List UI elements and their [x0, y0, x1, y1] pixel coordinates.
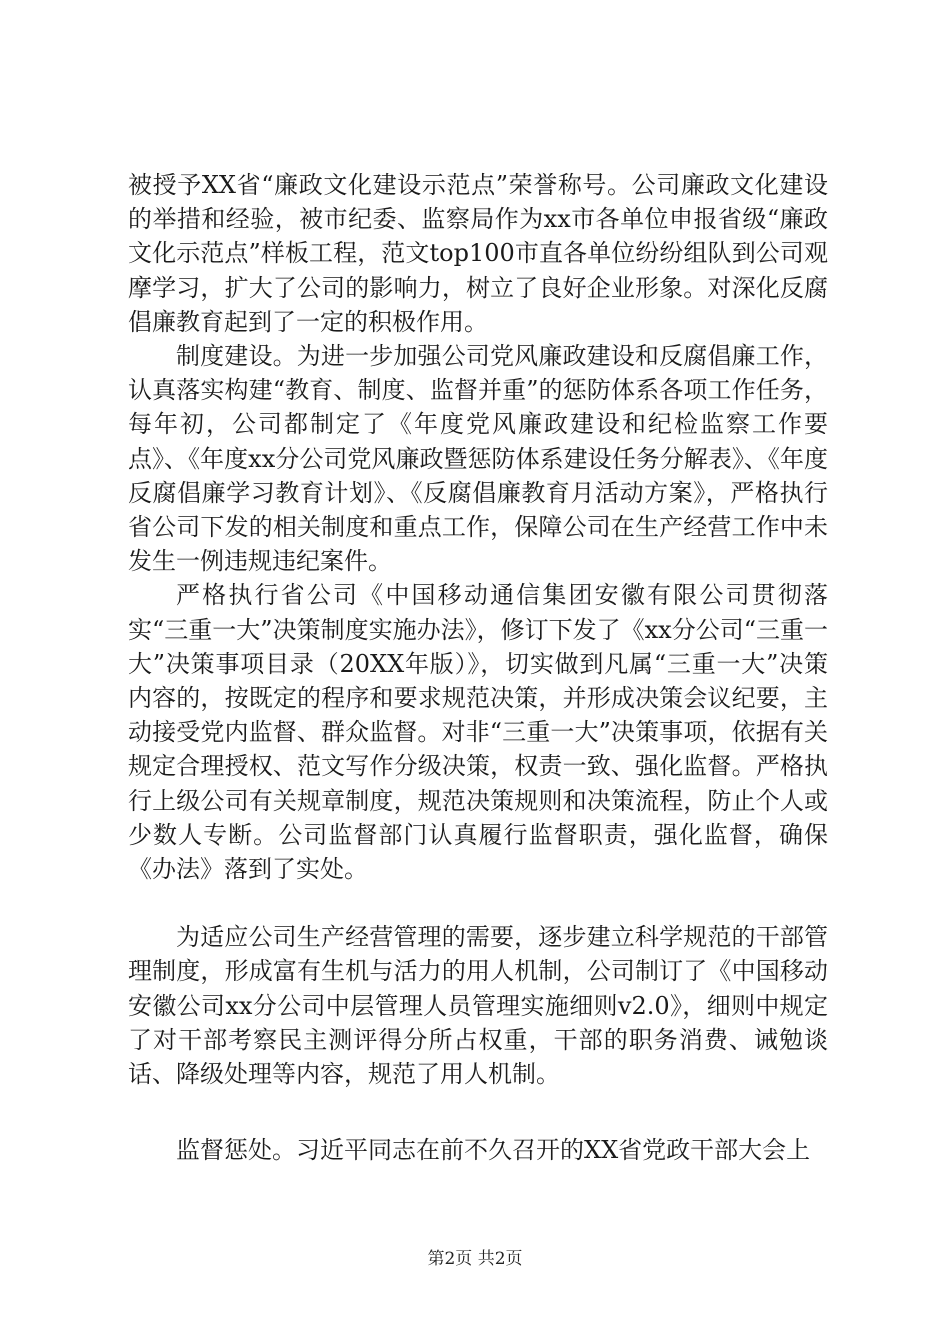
- paragraph-cadre-management: 为适应公司生产经营管理的需要，逐步建立科学规范的干部管理制度，形成富有生机与活力的用人机制，公司制订了《中国移动安徽公司xx分公司中层管理人员管理实施细则v2.0》，细则中规定了对干部考察民主测评得分所占权重，干部的职务消费、诫勉谈话、降级处理等内容，规范了用人机制。: [128, 923, 828, 1089]
- document-body: [128, 168, 828, 1167]
- page-number-footer: 第2页 共2页: [427, 1249, 523, 1269]
- paragraph-supervision: 监督惩处。习近平同志在前不久召开的XX省党政干部大会上: [176, 1136, 811, 1165]
- paragraph-system-building: 制度建设。为进一步加强公司党风廉政建设和反腐倡廉工作，认真落实构建“教育、制度、监督并重”的惩防体系各项工作任务，每年初，公司都制定了《年度党风廉政建设和纪检监察工作要点》、《年度xx分公司党风廉政暨惩防体系建设任务分解表》、《年度反腐倡廉学习教育计划》、《反腐倡廉教育月活动方案》，严格执行省公司下发的相关制度和重点工作，保障公司在生产经营工作中未发生一例违规违纪案件。: [128, 342, 828, 576]
- paragraph-three-major: 严格执行省公司《中国移动通信集团安徽有限公司贯彻落实“三重一大”决策制度实施办法》，修订下发了《xx分公司“三重一大”决策事项目录（20XX年版）》，切实做到凡属“三重一大”决策内容的，按既定的程序和要求规范决策，并形成决策会议纪要，主动接受党内监督、群众监督。对非“三重一大”决策事项，依据有关规定合理授权、范文写作分级决策，权责一致、强化监督。严格执行上级公司有关规章制度，规范决策规则和决策流程，防止个人或少数人专断。公司监督部门认真履行监督职责，强化监督，确保《办法》落到了实处。: [128, 581, 828, 884]
- paragraph-honor: 被授予XX省“廉政文化建设示范点”荣誉称号。公司廉政文化建设的举措和经验，被市纪委、监察局作为xx市各单位申报省级“廉政文化示范点”样板工程，范文top100市直各单位纷纷组队到公司观摩学习，扩大了公司的影响力，树立了良好企业形象。对深化反腐倡廉教育起到了一定的积极作用。: [128, 171, 828, 336]
